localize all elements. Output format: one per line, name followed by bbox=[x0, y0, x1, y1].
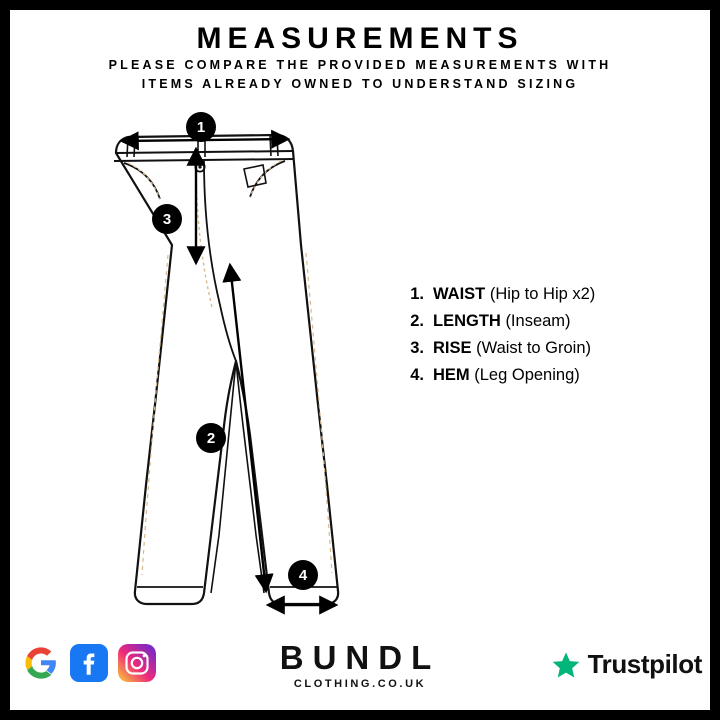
trustpilot-label: Trustpilot bbox=[587, 649, 702, 679]
brand-name: BUNDL bbox=[279, 639, 441, 677]
subtitle-line-1: PLEASE COMPARE THE PROVIDED MEASUREMENTS WITH bbox=[108, 58, 612, 72]
trustpilot-star-icon bbox=[551, 650, 581, 680]
legend-detail-3: (Waist to Groin) bbox=[476, 339, 592, 357]
trustpilot-logo[interactable] bbox=[551, 649, 702, 680]
legend-label-1 bbox=[433, 285, 595, 304]
page-subtitle bbox=[60, 56, 660, 94]
legend-item-waist bbox=[398, 285, 698, 304]
legend-name-4: HEM bbox=[433, 366, 470, 384]
jeans-svg bbox=[80, 105, 400, 625]
measurement-legend bbox=[398, 285, 698, 393]
legend-number-1: 1. bbox=[410, 285, 424, 303]
legend-number-4: 4. bbox=[410, 366, 424, 384]
legend-item-hem bbox=[398, 366, 698, 385]
legend-detail-4: (Leg Opening) bbox=[474, 366, 580, 384]
legend-label-2 bbox=[433, 312, 571, 331]
legend-name-2: LENGTH bbox=[433, 312, 501, 330]
legend-label-4 bbox=[433, 366, 580, 385]
marker-badge-2: 2 bbox=[196, 423, 226, 453]
legend-detail-2: (Inseam) bbox=[505, 312, 571, 330]
subtitle-line-2: ITEMS ALREADY OWNED TO UNDERSTAND SIZING bbox=[141, 77, 579, 91]
legend-item-length bbox=[398, 312, 698, 331]
legend-name-3: RISE bbox=[433, 339, 472, 357]
jeans-diagram bbox=[80, 105, 400, 625]
footer bbox=[0, 640, 720, 702]
legend-number-3: 3. bbox=[410, 339, 424, 357]
legend-detail-1: (Hip to Hip x2) bbox=[489, 285, 596, 303]
legend-item-rise bbox=[398, 339, 698, 358]
marker-badge-4: 4 bbox=[288, 560, 318, 590]
legend-number-2: 2. bbox=[410, 312, 424, 330]
page-title: MEASUREMENTS bbox=[196, 22, 524, 55]
marker-badge-1: 1 bbox=[186, 112, 216, 142]
marker-badge-3: 3 bbox=[152, 204, 182, 234]
legend-label-3 bbox=[433, 339, 591, 358]
brand-subtitle: CLOTHING.CO.UK bbox=[293, 678, 427, 690]
legend-name-1: WAIST bbox=[433, 285, 486, 303]
